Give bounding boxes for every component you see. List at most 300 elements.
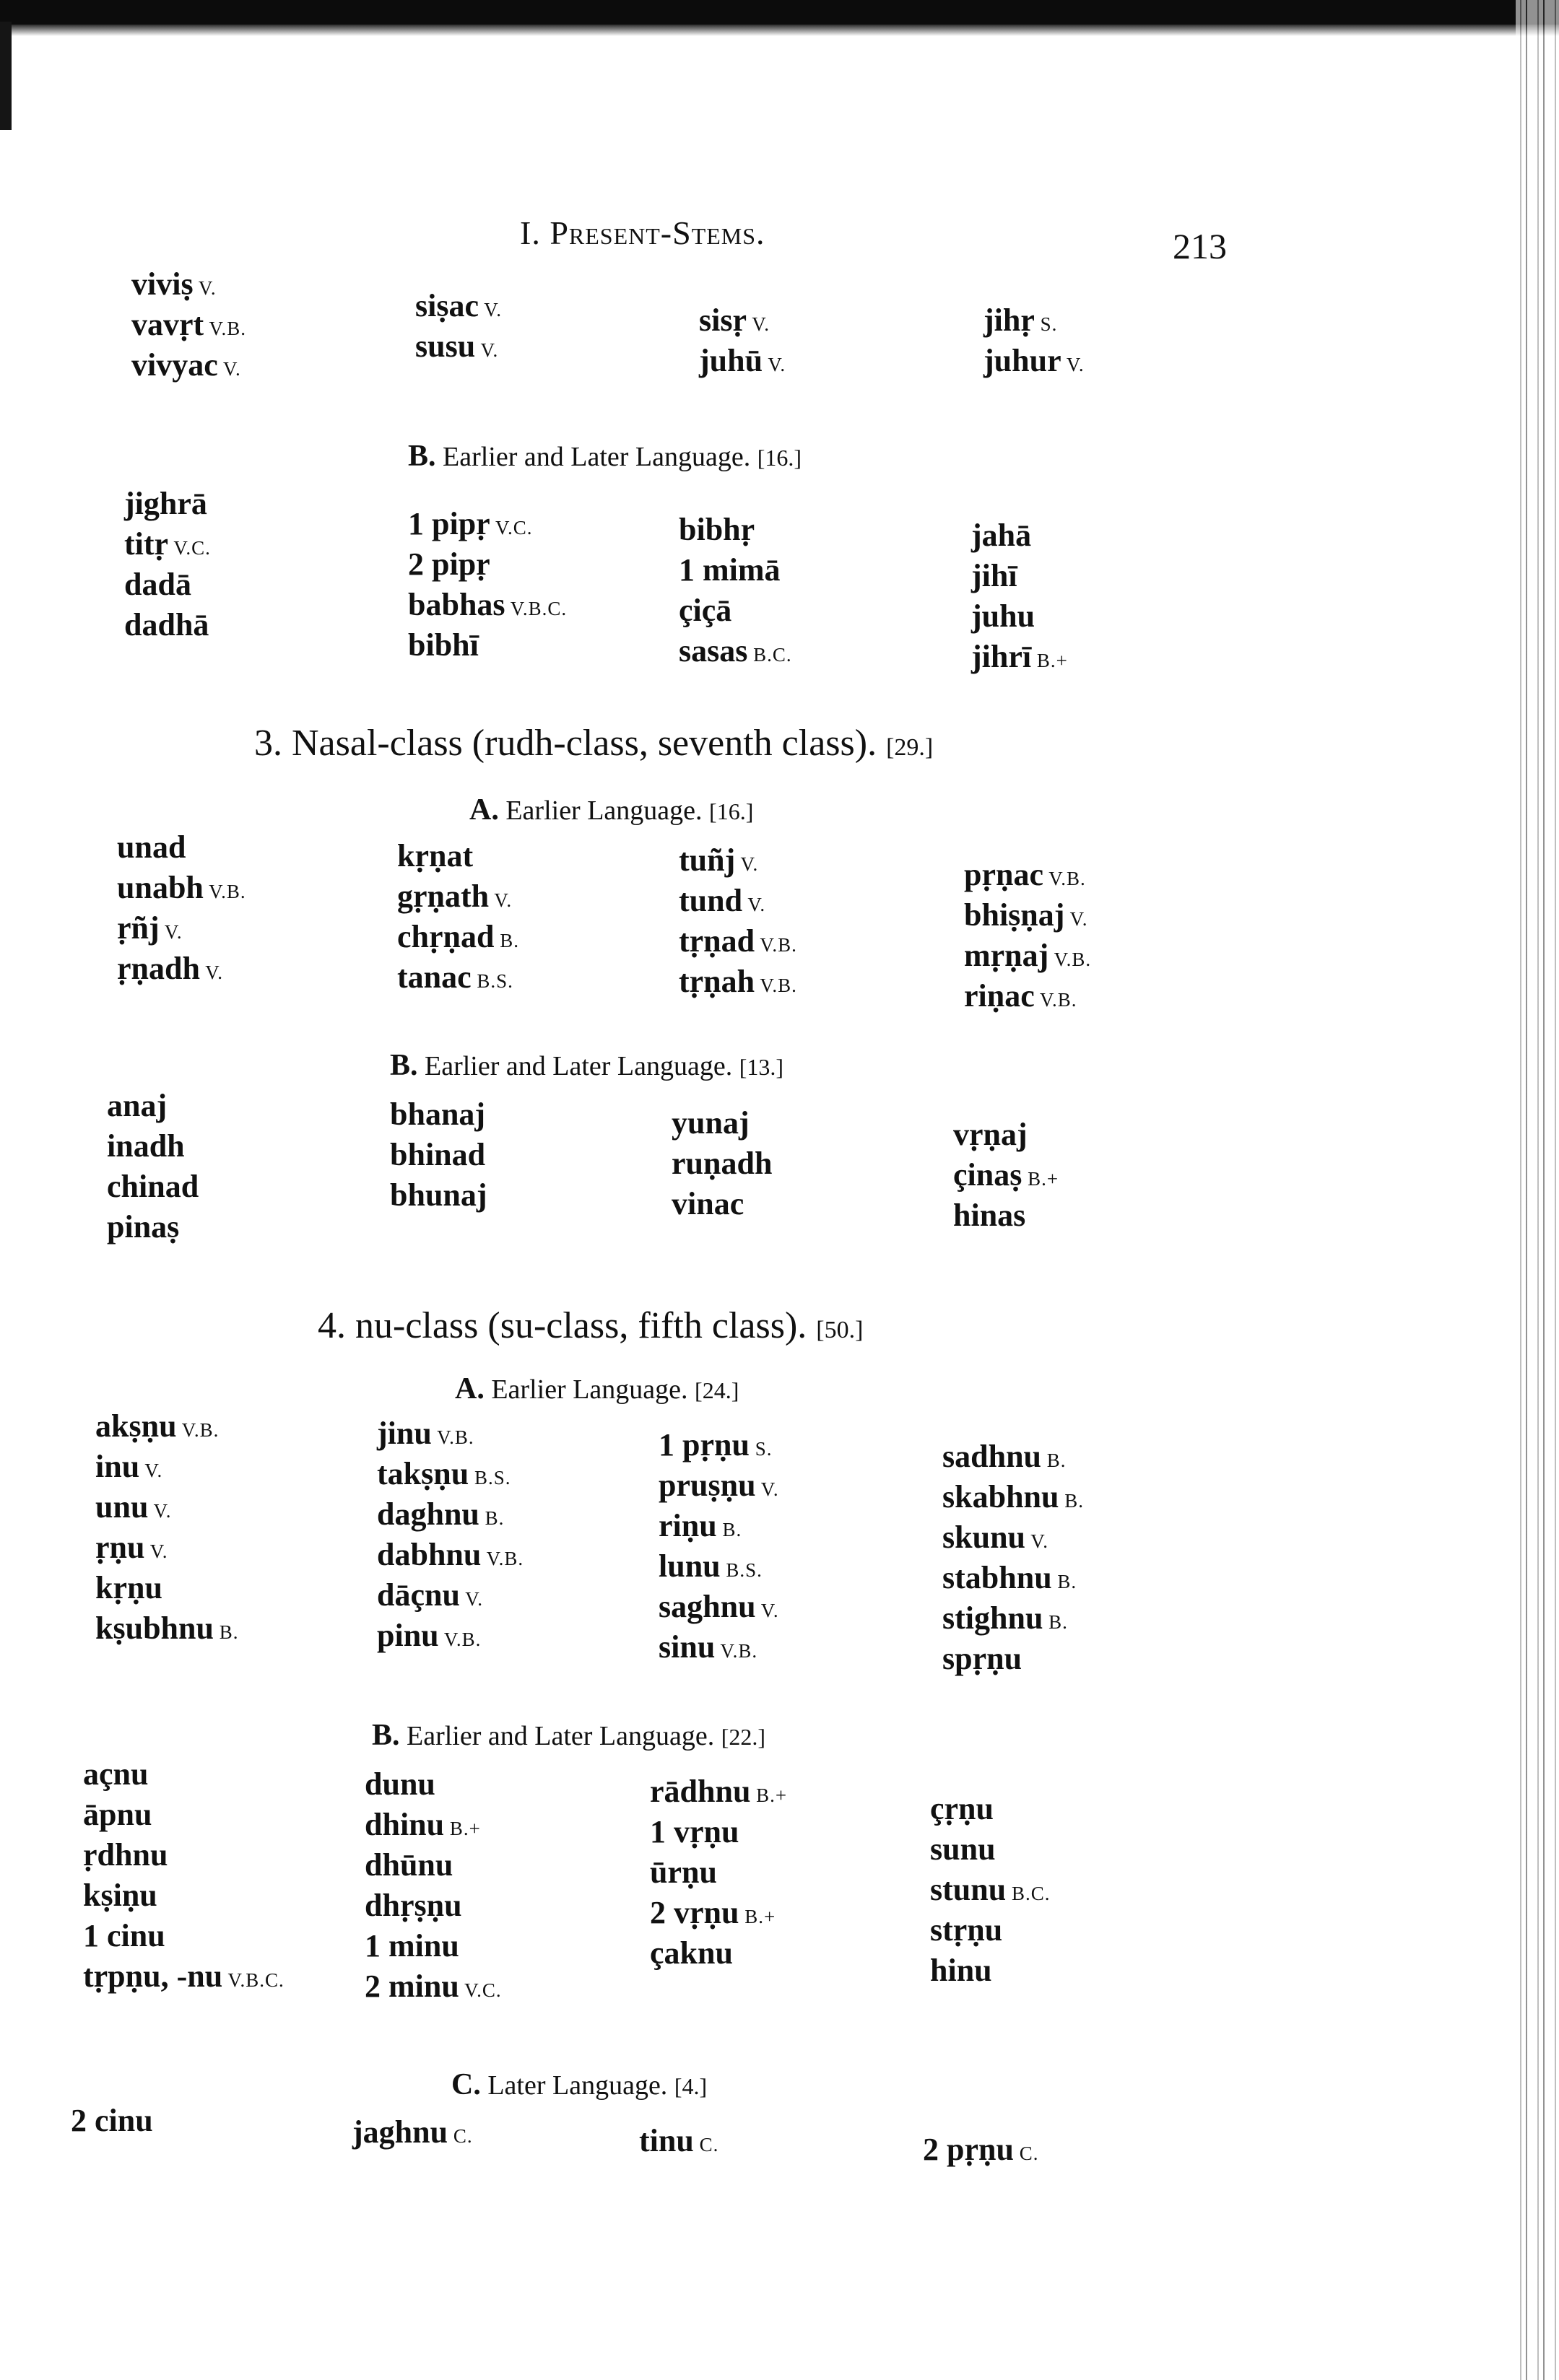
stem-entry — [679, 632, 792, 669]
stem-word: skunu — [942, 1520, 1026, 1555]
stem-entry — [659, 1426, 772, 1463]
stem-entry — [390, 1177, 487, 1213]
stem-word: vivyac — [131, 347, 218, 383]
source-tag: C. — [448, 2125, 473, 2147]
stem-entry — [117, 869, 246, 906]
stem-word: bhiṣṇaj — [964, 897, 1065, 933]
stem-entry — [953, 1116, 1028, 1153]
stem-word: juhur — [983, 343, 1061, 378]
stem-word: dhūnu — [365, 1847, 453, 1883]
scan-border-left — [0, 22, 12, 130]
stem-word: unabh — [117, 870, 204, 905]
stem-word: dhinu — [365, 1807, 445, 1842]
stem-entry — [679, 882, 765, 919]
stem-entry — [95, 1408, 219, 1444]
subheading-count: [24.] — [695, 1377, 739, 1403]
stem-word: inu — [95, 1449, 140, 1484]
source-tag: V. — [193, 277, 217, 299]
stem-word: pinaṣ — [107, 1209, 180, 1245]
stem-word: anaj — [107, 1088, 168, 1123]
stem-entry — [390, 1136, 485, 1173]
stem-entry — [124, 606, 209, 643]
stem-word: viviṣ — [131, 266, 194, 302]
stem-entry — [942, 1478, 1084, 1515]
stem-word: vinac — [672, 1186, 744, 1221]
stem-word: dunu — [365, 1766, 435, 1802]
stem-word: riṇac — [964, 978, 1035, 1014]
stem-entry — [377, 1455, 511, 1492]
stem-entry — [971, 598, 1035, 635]
stem-entry — [679, 511, 755, 548]
source-tag: V. — [755, 1478, 779, 1500]
stem-word: jihī — [971, 558, 1017, 593]
stem-entry — [117, 829, 186, 866]
source-tag: C. — [693, 2134, 719, 2155]
subheading-letter: A. — [455, 1372, 485, 1405]
class-3-title: Nasal-class (rudh-class, seventh class). — [292, 723, 877, 764]
source-tag: V.B. — [755, 934, 797, 956]
stem-word: tṛpṇu, -nu — [83, 1958, 223, 1994]
class-3-heading — [254, 722, 933, 764]
stem-word: tṛṇah — [679, 964, 755, 999]
stem-word: saghnu — [659, 1589, 756, 1624]
stem-word: dadhā — [124, 607, 209, 642]
stem-entry — [83, 1756, 148, 1792]
stem-entry — [679, 842, 758, 879]
stem-entry — [650, 1854, 717, 1891]
stem-entry — [659, 1548, 763, 1585]
stem-word: juhu — [971, 598, 1035, 634]
stem-entry — [365, 1968, 502, 2005]
c3b-subheading — [390, 1048, 783, 1083]
stem-word: sasas — [679, 633, 748, 668]
stem-entry — [930, 1952, 992, 1989]
stem-entry — [95, 1610, 238, 1647]
subheading-letter: B. — [408, 440, 436, 473]
stem-word: lunu — [659, 1548, 721, 1584]
stem-word: kṣiṇu — [83, 1878, 157, 1913]
stem-word: daghnu — [377, 1496, 479, 1532]
source-tag: V. — [139, 1460, 163, 1481]
source-tag: V. — [217, 358, 241, 380]
stem-entry — [408, 586, 567, 623]
stem-entry — [107, 1208, 179, 1245]
stem-word: çiçā — [679, 593, 732, 628]
source-tag: B.S. — [720, 1559, 763, 1581]
stem-entry — [942, 1600, 1068, 1636]
stem-entry — [415, 328, 498, 365]
stem-entry — [124, 485, 207, 522]
stem-word: hinas — [953, 1198, 1026, 1233]
stem-word: chṛṇad — [397, 919, 495, 954]
stem-entry — [964, 977, 1077, 1014]
stem-word: çṛṇu — [930, 1791, 994, 1826]
stem-entry — [672, 1104, 750, 1141]
c4c-subheading — [451, 2067, 707, 2102]
stem-word: stunu — [930, 1872, 1007, 1907]
stem-word: ṛṇadh — [117, 951, 200, 986]
stem-entry — [107, 1087, 167, 1124]
source-tag: V.B. — [431, 1426, 474, 1448]
stem-entry — [953, 1156, 1059, 1193]
stem-entry — [942, 1438, 1067, 1475]
source-tag: V.C. — [459, 1979, 502, 2001]
stem-word: 1 vṛṇu — [650, 1814, 739, 1849]
stem-entry — [83, 1796, 152, 1833]
stem-entry — [397, 837, 473, 874]
source-tag: V.B. — [481, 1548, 524, 1569]
source-tag: V.B.C. — [222, 1969, 285, 1991]
stem-word: unu — [95, 1489, 149, 1525]
stem-entry — [83, 1877, 157, 1914]
stem-word: jaghnu — [352, 2114, 448, 2150]
stem-word: sisṛ — [699, 302, 747, 338]
source-tag: B. — [213, 1621, 239, 1643]
scan-border-top — [0, 0, 1559, 25]
stem-entry — [408, 627, 479, 663]
stem-word: 1 pṛṇu — [659, 1427, 750, 1463]
stem-word: bibhī — [408, 627, 479, 663]
stem-word: pruṣṇu — [659, 1468, 756, 1503]
stem-word: tund — [679, 883, 743, 918]
stem-entry — [95, 1569, 162, 1606]
stem-word: dāçnu — [377, 1577, 460, 1613]
stem-word: vavṛt — [131, 307, 204, 342]
subheading-count: [13.] — [739, 1054, 784, 1080]
class-3-count: [29.] — [886, 734, 934, 761]
stem-word: spṛṇu — [942, 1641, 1022, 1676]
source-tag: V. — [742, 894, 766, 915]
stem-entry — [971, 557, 1017, 594]
stem-word: vṛṇaj — [953, 1117, 1028, 1152]
stem-entry — [659, 1588, 779, 1625]
subheading-text: Later Language. — [480, 2070, 674, 2101]
source-tag: V. — [159, 921, 183, 943]
source-tag: V.C. — [168, 537, 211, 559]
stem-entry — [971, 517, 1031, 554]
subheading-count: [4.] — [674, 2073, 708, 2099]
stem-entry — [953, 1197, 1025, 1234]
source-tag: B.C. — [1006, 1883, 1051, 1904]
source-tag: V. — [735, 853, 759, 875]
stem-entry — [679, 552, 781, 588]
stem-entry — [95, 1488, 171, 1525]
stem-entry — [83, 1958, 285, 1995]
stem-word: yunaj — [672, 1105, 750, 1141]
stem-entry — [930, 1831, 996, 1867]
stem-word: jighrā — [124, 486, 207, 521]
stem-word: kṛṇat — [397, 838, 474, 873]
source-tag: V.B. — [1034, 989, 1077, 1011]
source-tag: V.B. — [1048, 949, 1092, 970]
source-tag: V.B.C. — [505, 598, 568, 619]
subheading-text: Earlier Language. — [498, 795, 710, 826]
stem-word: titṛ — [124, 526, 169, 562]
source-tag: V.B. — [715, 1640, 758, 1662]
stem-word: jihrī — [971, 639, 1032, 674]
subheading-letter: A. — [469, 793, 499, 827]
stem-entry — [352, 2114, 473, 2150]
stem-entry — [650, 1894, 776, 1931]
stem-entry — [365, 1847, 453, 1883]
stem-entry — [699, 342, 786, 379]
stem-entry — [942, 1559, 1077, 1596]
source-tag: V. — [475, 339, 499, 361]
source-tag: V.C. — [490, 517, 533, 539]
source-tag: B.+ — [750, 1784, 788, 1806]
stem-entry — [131, 266, 217, 302]
stem-entry — [408, 546, 490, 583]
stem-entry — [650, 1935, 733, 1971]
stem-word: jahā — [971, 518, 1032, 553]
stem-word: 2 cinu — [71, 2103, 153, 2138]
source-tag: S. — [1034, 313, 1058, 335]
stem-entry — [408, 505, 533, 542]
stem-word: takṣṇu — [377, 1456, 469, 1491]
c3a-subheading — [469, 793, 753, 827]
source-tag: V. — [148, 1500, 172, 1522]
stem-word: inadh — [107, 1128, 185, 1164]
stem-word: riṇu — [659, 1508, 717, 1543]
stem-entry — [930, 1790, 994, 1827]
stem-word: babhas — [408, 587, 505, 622]
stem-word: 1 cinu — [83, 1918, 165, 1953]
stem-word: 1 pipṛ — [408, 506, 490, 541]
subheading-count: [22.] — [721, 1724, 766, 1750]
stem-entry — [131, 346, 241, 383]
source-tag: B. — [1043, 1611, 1068, 1633]
stem-entry — [397, 878, 512, 915]
source-tag: B.+ — [1031, 650, 1068, 671]
stem-word: ṛdhnu — [83, 1837, 168, 1873]
stem-entry — [124, 566, 191, 603]
source-tag: B. — [716, 1519, 742, 1540]
stem-word: ūrṇu — [650, 1854, 717, 1890]
source-tag: B. — [494, 930, 519, 951]
source-tag: V. — [144, 1540, 168, 1562]
stem-entry — [365, 1887, 462, 1924]
stem-entry — [365, 1927, 459, 1964]
stem-word: ṛñj — [117, 910, 160, 946]
source-tag: V.B. — [1043, 868, 1086, 889]
stem-word: ruṇadh — [672, 1146, 773, 1181]
stem-word: 1 minu — [365, 1928, 459, 1963]
stem-entry — [964, 856, 1086, 893]
stem-entry — [672, 1145, 772, 1182]
source-tag: V.B. — [755, 975, 797, 996]
stem-entry — [679, 923, 797, 959]
stem-entry — [699, 302, 770, 339]
stem-entry — [983, 302, 1057, 339]
stem-word: skabhnu — [942, 1479, 1059, 1514]
source-tag: B. — [1051, 1571, 1077, 1592]
scan-shadow-top — [0, 25, 1559, 36]
stem-word: ṛṇu — [95, 1530, 145, 1565]
source-tag: B. — [1059, 1490, 1084, 1512]
stem-word: stabhnu — [942, 1560, 1052, 1595]
stem-word: tṛṇad — [679, 923, 755, 959]
stem-entry — [83, 1917, 165, 1954]
subheading-text: Earlier and Later Language. — [417, 1051, 739, 1081]
stem-entry — [95, 1448, 162, 1485]
stem-word: sadhnu — [942, 1439, 1042, 1474]
subheading-count: [16.] — [757, 445, 802, 471]
running-header — [520, 214, 765, 252]
source-tag: B.S. — [469, 1467, 511, 1488]
stem-word: hinu — [930, 1953, 992, 1988]
stem-word: sinu — [659, 1629, 716, 1665]
source-tag: C. — [1013, 2143, 1039, 2164]
stem-entry — [107, 1168, 199, 1205]
stem-entry — [971, 638, 1068, 675]
stem-word: 2 minu — [365, 1969, 459, 2004]
stem-word: çinaṣ — [953, 1157, 1022, 1193]
source-tag: V.B. — [204, 318, 246, 339]
stem-entry — [942, 1519, 1048, 1556]
source-tag: V.B. — [176, 1419, 220, 1441]
source-tag: V. — [489, 889, 513, 911]
subheading-letter: C. — [451, 2068, 481, 2101]
stem-word: 1 mimā — [679, 552, 781, 588]
subheading-text: Earlier and Later Language. — [435, 442, 757, 472]
stem-word: tuñj — [679, 842, 736, 878]
stem-word: jinu — [377, 1416, 432, 1451]
source-tag: V. — [479, 299, 503, 321]
stem-entry — [117, 910, 183, 946]
stem-word: çaknu — [650, 1935, 733, 1971]
subheading-letter: B. — [390, 1049, 418, 1082]
header-roman: I. — [520, 214, 541, 251]
stem-entry — [377, 1536, 524, 1573]
stem-entry — [117, 950, 223, 987]
stem-entry — [390, 1096, 485, 1133]
stem-entry — [365, 1806, 481, 1843]
stem-entry — [639, 2122, 718, 2159]
source-tag: V. — [459, 1588, 483, 1610]
stem-word: dabhnu — [377, 1537, 482, 1572]
stem-word: 2 vṛṇu — [650, 1895, 739, 1930]
stem-entry — [397, 918, 519, 955]
stem-entry — [983, 342, 1085, 379]
page-number: 213 — [1173, 226, 1227, 266]
source-tag: V. — [1025, 1530, 1049, 1552]
stem-word: susu — [415, 328, 476, 364]
stem-entry — [377, 1617, 481, 1654]
stem-entry — [377, 1577, 483, 1613]
stem-word: rādhnu — [650, 1774, 751, 1809]
stem-word: bhanaj — [390, 1097, 486, 1132]
stem-word: stighnu — [942, 1600, 1043, 1636]
stem-word: tinu — [639, 2123, 694, 2158]
stem-entry — [942, 1640, 1022, 1677]
stem-entry — [930, 1871, 1050, 1908]
stem-word: āpnu — [83, 1797, 152, 1832]
source-tag: V. — [199, 962, 223, 983]
stem-entry — [930, 1912, 1002, 1948]
stem-word: unad — [117, 829, 186, 865]
sec2b-subheading — [408, 439, 802, 474]
source-tag: V. — [763, 354, 786, 375]
stem-word: stṛṇu — [930, 1912, 1003, 1948]
source-tag: B.+ — [739, 1906, 776, 1927]
class-4-number: 4. — [318, 1305, 346, 1346]
source-tag: S. — [749, 1438, 773, 1460]
stem-word: bibhṛ — [679, 512, 755, 547]
stem-entry — [964, 897, 1087, 933]
source-tag: V. — [755, 1600, 779, 1621]
stem-word: 2 pipṛ — [408, 546, 490, 582]
stem-entry — [377, 1496, 504, 1533]
subheading-text: Earlier and Later Language. — [399, 1721, 721, 1751]
stem-entry — [650, 1773, 787, 1810]
scan-binding-edge — [1516, 0, 1559, 2380]
stem-word: kṛṇu — [95, 1570, 162, 1605]
stem-word: bhinad — [390, 1137, 486, 1172]
subheading-text: Earlier Language. — [484, 1374, 695, 1405]
stem-entry — [650, 1813, 739, 1850]
source-tag: B.+ — [444, 1818, 481, 1839]
stem-entry — [107, 1128, 185, 1164]
c4b-subheading — [372, 1718, 765, 1753]
source-tag: B.C. — [747, 644, 792, 666]
stem-entry — [679, 963, 797, 1000]
stem-entry — [659, 1467, 779, 1504]
stem-entry — [377, 1415, 474, 1452]
stem-entry — [415, 287, 502, 324]
stem-entry — [95, 1529, 168, 1566]
source-tag: V. — [1064, 908, 1088, 930]
stem-word: bhunaj — [390, 1177, 487, 1213]
stem-entry — [71, 2102, 153, 2139]
stem-entry — [923, 2131, 1038, 2168]
stem-entry — [964, 937, 1091, 974]
stem-entry — [672, 1185, 744, 1222]
stem-entry — [397, 959, 513, 995]
stem-word: tanac — [397, 959, 472, 995]
stem-word: kṣubhnu — [95, 1610, 214, 1646]
source-tag: V.B. — [438, 1629, 482, 1650]
stem-entry — [365, 1766, 435, 1803]
class-4-count: [50.] — [816, 1317, 864, 1343]
stem-entry — [124, 526, 211, 562]
source-tag: B.+ — [1022, 1168, 1059, 1190]
stem-word: dadā — [124, 567, 191, 602]
stem-word: pinu — [377, 1618, 439, 1653]
c4a-subheading — [455, 1372, 739, 1406]
stem-word: siṣac — [415, 288, 479, 323]
stem-word: juhū — [699, 343, 763, 378]
source-tag: V.B. — [203, 881, 246, 902]
stem-word: 2 pṛṇu — [923, 2132, 1014, 2167]
stem-word: açnu — [83, 1756, 149, 1792]
stem-word: chinad — [107, 1169, 199, 1204]
stem-word: mṛṇaj — [964, 938, 1049, 973]
stem-word: jihṛ — [983, 302, 1035, 338]
source-tag: B. — [479, 1507, 505, 1529]
stem-entry — [83, 1836, 168, 1873]
source-tag: B.S. — [471, 970, 513, 992]
source-tag: V. — [1061, 354, 1085, 375]
stem-word: akṣṇu — [95, 1408, 177, 1444]
stem-entry — [679, 592, 731, 629]
subheading-count: [16.] — [709, 798, 754, 824]
stem-entry — [131, 306, 246, 343]
subheading-letter: B. — [372, 1719, 400, 1752]
stem-entry — [659, 1629, 757, 1665]
stem-word: sunu — [930, 1831, 996, 1867]
source-tag: V. — [747, 313, 770, 335]
stem-word: gṛṇath — [397, 879, 490, 914]
